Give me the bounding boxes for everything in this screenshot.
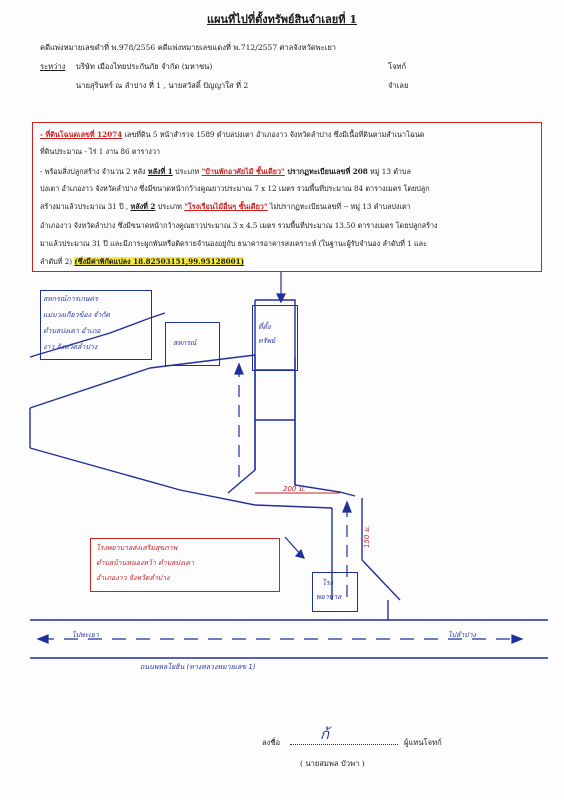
property-line-2: ที่ดินประมาณ - ไร่ 1 งาน 86 ตารางวา xyxy=(40,147,161,156)
arrow-head xyxy=(343,502,351,512)
property-line-1: - ที่ดินโฉนดเลขที่ 12074 เลขที่ดิน 5 หน้าสำรวจ 1589 ตำบลปงเตา อำเภองาว จังหวัดลำปาง ซึ่งมีเนื้อที่ดินตามสำเนาโฉนด xyxy=(40,130,425,139)
hospital-note-line-3: อำเภองาว จังหวัดลำปาง xyxy=(96,574,170,582)
direction-phayao-label: ไปพะเยา xyxy=(72,631,99,639)
coop-office-line-4: งาว จังหวัดลำปาง xyxy=(43,343,98,351)
signature-mark: ก้ xyxy=(320,725,330,743)
property-line-6: อำเภองาว จังหวัดลำปาง ซึ่งมีขนาดหน้ากว้างคูณยาวประมาณ 3 x 4.5 เมตร รวมพื้นที่ประมาณ 13.50 ตารางเมตร โดยปลูกสร้าง xyxy=(40,221,438,230)
defendant-role: จำเลย xyxy=(388,81,409,90)
signatory-name: ( นายสมพล บัวพา ) xyxy=(300,759,365,768)
coop-building-label: สหกรณ์ xyxy=(173,339,197,347)
plaintiff-role: โจทก์ xyxy=(388,62,407,71)
target-property-label-1: ที่ตั้ง xyxy=(258,323,271,331)
property-line-5: สร้างมาแล้วประมาณ 31 ปี , หลังที่ 2 ประเภท "โรงเรือนไม้อื่นๆ ชั้นเดียว" ไม่ปรากฏทะเบียนเลขที่ -- หมู่ 13 ตำบลปงเตา xyxy=(40,202,411,211)
coop-office-line-2: แม่บวงเกียวข้อง จำกัด xyxy=(43,311,111,319)
defendants-names: นายสุรินทร์ ณ ลำปาง ที่ 1 , นายสวัสดิ์ ปัญญาใส ที่ 2 xyxy=(76,81,249,90)
plaintiff-name: บริษัท เมืองไทยประกันภัย จำกัด (มหาชน) xyxy=(76,62,213,71)
road-edge xyxy=(30,448,332,508)
hospital-building-label-1: โรง xyxy=(322,579,333,587)
highway-name-label: ถนนพหลโยธิน (ทางหลวงหมายเลข 1) xyxy=(140,663,256,671)
property-line-7: มาแล้วประมาณ 31 ปี และมีภาระผูกพันหรือติดรายจำนองอยู่กับ ธนาคารอาคารสงเคราะห์ (ในฐานะผู้รับจำนอง ลำดับที่ 1 และ xyxy=(40,239,427,248)
case-number-line: คดีแพ่งหมายเลขดำที่ พ.978/2556 คดีแพ่งหมายเลขแดงที่ พ.712/2557 ศาลจังหวัดพะเยา xyxy=(40,43,337,52)
property-line-4: ปงเตา อำเภองาว จังหวัดลำปาง ซึ่งมีขนาดหน้ากว้างคูณยาวประมาณ 7 x 12 เมตร รวมพื้นที่ประมาณ 84 ตารางเมตร โดยปลูก xyxy=(40,184,430,193)
road-edge xyxy=(30,368,150,408)
arrow-head xyxy=(38,635,48,643)
coop-office-line-1: สหกรณ์การเกษตร xyxy=(43,295,98,303)
coop-office-line-3: ตำบลปงเตา อำเภอ xyxy=(43,327,101,335)
property-line-8: ลำดับที่ 2) (ซึ่งมีค่าพิกัดแปลง 18.82503151,99.95128001) xyxy=(40,257,245,266)
hospital-note-line-2: ตำบลบ้านหนองหว้า ตำบลปงเตา xyxy=(96,559,195,567)
page-title: แผนที่ไปที่ตั้งทรัพย์สินจำเลยที่ 1 xyxy=(207,13,357,26)
signature-label: ลงชื่อ xyxy=(262,738,281,747)
arrow-head xyxy=(235,364,243,374)
road-edge xyxy=(295,357,355,496)
direction-lampang-label: ไปลำปาง xyxy=(448,631,476,639)
signature-line xyxy=(290,743,398,745)
arrow-head xyxy=(277,294,285,302)
distance-200m-label: 200 ม. xyxy=(283,485,306,493)
target-property-label-2: ทรัพย์ xyxy=(258,337,276,345)
property-line-3: - พร้อมสิ่งปลูกสร้าง จำนวน 2 หลัง หลังที่ 1 ประเภท "บ้านพักอาศัยไม้ ชั้นเดียว" ปรากฏทะเบียนเลขที่ 208 หมู่ 13 ตำบล xyxy=(40,167,411,176)
arrow-head xyxy=(512,635,522,643)
hospital-building-label-2: พยาบาล xyxy=(316,593,342,601)
hospital-note-line-1: โรงพยาบาลส่งเสริมสุขภาพ xyxy=(96,544,178,552)
signature-role: ผู้แทนโจทก์ xyxy=(404,738,442,747)
distance-150m-label: 150 ม. xyxy=(363,525,371,548)
road-edge xyxy=(362,560,400,600)
between-label: ระหว่าง xyxy=(40,62,66,71)
